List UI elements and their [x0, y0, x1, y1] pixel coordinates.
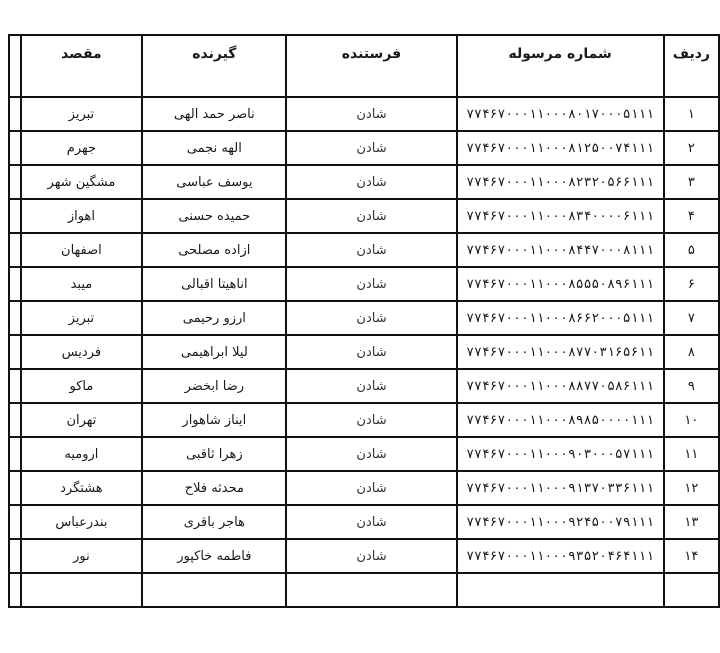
sender: شادن [286, 301, 456, 335]
table-row [9, 165, 719, 199]
cut-cell [9, 267, 21, 301]
tracking-number: ۷۷۴۶۷۰۰۰۱۱۰۰۰۸۷۷۰۳۱۶۵۶۱۱ [457, 335, 664, 369]
destination: جهرم [21, 131, 143, 165]
row-number: ۳ [664, 165, 719, 199]
cut-cell [9, 199, 21, 233]
tracking-number [457, 573, 664, 607]
receiver: رضا ابخضر [142, 369, 286, 403]
table-row [9, 505, 719, 539]
tracking-number: ۷۷۴۶۷۰۰۰۱۱۰۰۰۸۴۴۷۰۰۰۸۱۱۱ [457, 233, 664, 267]
destination: نور [21, 539, 143, 573]
header-cut-column [9, 35, 21, 97]
cut-cell [9, 335, 21, 369]
sender: شادن [286, 505, 456, 539]
header-tracking-number: شماره مرسوله [457, 35, 664, 97]
cut-cell [9, 471, 21, 505]
tracking-number: ۷۷۴۶۷۰۰۰۱۱۰۰۰۹۲۴۵۰۰۷۹۱۱۱ [457, 505, 664, 539]
table-row [9, 369, 719, 403]
destination: ارومیه [21, 437, 143, 471]
row-number: ۷ [664, 301, 719, 335]
sender: شادن [286, 165, 456, 199]
sender: شادن [286, 403, 456, 437]
row-number: ۱۳ [664, 505, 719, 539]
destination: ماکو [21, 369, 143, 403]
receiver [142, 573, 286, 607]
header-receiver: گیرنده [142, 35, 286, 97]
row-number: ۱۲ [664, 471, 719, 505]
row-number: ۵ [664, 233, 719, 267]
sender: شادن [286, 539, 456, 573]
row-number: ۱۴ [664, 539, 719, 573]
sender: شادن [286, 199, 456, 233]
destination: تبریز [21, 97, 143, 131]
tracking-number: ۷۷۴۶۷۰۰۰۱۱۰۰۰۸۰۱۷۰۰۰۵۱۱۱ [457, 97, 664, 131]
sender: شادن [286, 369, 456, 403]
tracking-number: ۷۷۴۶۷۰۰۰۱۱۰۰۰۸۵۵۵۰۸۹۶۱۱۱ [457, 267, 664, 301]
row-number: ۸ [664, 335, 719, 369]
table-row [9, 233, 719, 267]
cut-cell [9, 165, 21, 199]
row-number [664, 573, 719, 607]
cut-cell [9, 301, 21, 335]
tracking-number: ۷۷۴۶۷۰۰۰۱۱۰۰۰۸۱۲۵۰۰۷۴۱۱۱ [457, 131, 664, 165]
header-destination: مقصد [21, 35, 143, 97]
cut-cell [9, 505, 21, 539]
receiver: محدثه فلاح [142, 471, 286, 505]
tracking-number: ۷۷۴۶۷۰۰۰۱۱۰۰۰۹۱۳۷۰۳۳۶۱۱۱ [457, 471, 664, 505]
row-number: ۱۱ [664, 437, 719, 471]
cut-cell [9, 573, 21, 607]
tracking-number: ۷۷۴۶۷۰۰۰۱۱۰۰۰۸۶۶۲۰۰۰۵۱۱۱ [457, 301, 664, 335]
receiver: فاطمه خاکپور [142, 539, 286, 573]
cut-cell [9, 131, 21, 165]
row-number: ۱۰ [664, 403, 719, 437]
table-body [9, 97, 719, 607]
tracking-number: ۷۷۴۶۷۰۰۰۱۱۰۰۰۹۳۵۲۰۴۶۴۱۱۱ [457, 539, 664, 573]
sender: شادن [286, 97, 456, 131]
destination: فردیس [21, 335, 143, 369]
receiver: زهرا ثاقبی [142, 437, 286, 471]
sender: شادن [286, 131, 456, 165]
receiver: ایناز شاهوار [142, 403, 286, 437]
tracking-number: ۷۷۴۶۷۰۰۰۱۱۰۰۰۸۲۳۲۰۵۶۶۱۱۱ [457, 165, 664, 199]
sender: شادن [286, 335, 456, 369]
destination: تهران [21, 403, 143, 437]
table-row [9, 539, 719, 573]
destination: هشتگرد [21, 471, 143, 505]
header-row [9, 35, 719, 97]
header-sender: فرستنده [286, 35, 456, 97]
destination: اصفهان [21, 233, 143, 267]
destination [21, 573, 143, 607]
table-header [9, 35, 719, 97]
tracking-number: ۷۷۴۶۷۰۰۰۱۱۰۰۰۸۹۸۵۰۰۰۰۱۱۱ [457, 403, 664, 437]
row-number: ۹ [664, 369, 719, 403]
table-row [9, 131, 719, 165]
row-number: ۴ [664, 199, 719, 233]
table-row [9, 403, 719, 437]
table-row-partial [9, 573, 719, 607]
receiver: لیلا ابراهیمی [142, 335, 286, 369]
row-number: ۲ [664, 131, 719, 165]
sender: شادن [286, 471, 456, 505]
table-row [9, 97, 719, 131]
cut-cell [9, 369, 21, 403]
receiver: الهه نجمی [142, 131, 286, 165]
table-row [9, 199, 719, 233]
destination: بندرعباس [21, 505, 143, 539]
table-row [9, 335, 719, 369]
cut-cell [9, 97, 21, 131]
table-row [9, 267, 719, 301]
cut-cell [9, 233, 21, 267]
header-row-number: ردیف [664, 35, 719, 97]
destination: میبد [21, 267, 143, 301]
cut-cell [9, 437, 21, 471]
row-number: ۱ [664, 97, 719, 131]
tracking-number: ۷۷۴۶۷۰۰۰۱۱۰۰۰۸۸۷۷۰۵۸۶۱۱۱ [457, 369, 664, 403]
destination: اهواز [21, 199, 143, 233]
destination: تبریز [21, 301, 143, 335]
destination: مشگین شهر [21, 165, 143, 199]
sender: شادن [286, 267, 456, 301]
row-number: ۶ [664, 267, 719, 301]
shipment-table [8, 34, 720, 608]
tracking-number: ۷۷۴۶۷۰۰۰۱۱۰۰۰۹۰۳۰۰۰۵۷۱۱۱ [457, 437, 664, 471]
sender [286, 573, 456, 607]
receiver: ارزو رحیمی [142, 301, 286, 335]
receiver: اناهیتا اقبالی [142, 267, 286, 301]
table-row [9, 437, 719, 471]
sender: شادن [286, 437, 456, 471]
receiver: یوسف عباسی [142, 165, 286, 199]
receiver: ناصر حمد الهی [142, 97, 286, 131]
cut-cell [9, 403, 21, 437]
cut-cell [9, 539, 21, 573]
table-row [9, 301, 719, 335]
receiver: ازاده مصلحی [142, 233, 286, 267]
tracking-number: ۷۷۴۶۷۰۰۰۱۱۰۰۰۸۳۴۰۰۰۰۶۱۱۱ [457, 199, 664, 233]
table-row [9, 471, 719, 505]
receiver: حمیده حسنی [142, 199, 286, 233]
receiver: هاجر باقری [142, 505, 286, 539]
sender: شادن [286, 233, 456, 267]
